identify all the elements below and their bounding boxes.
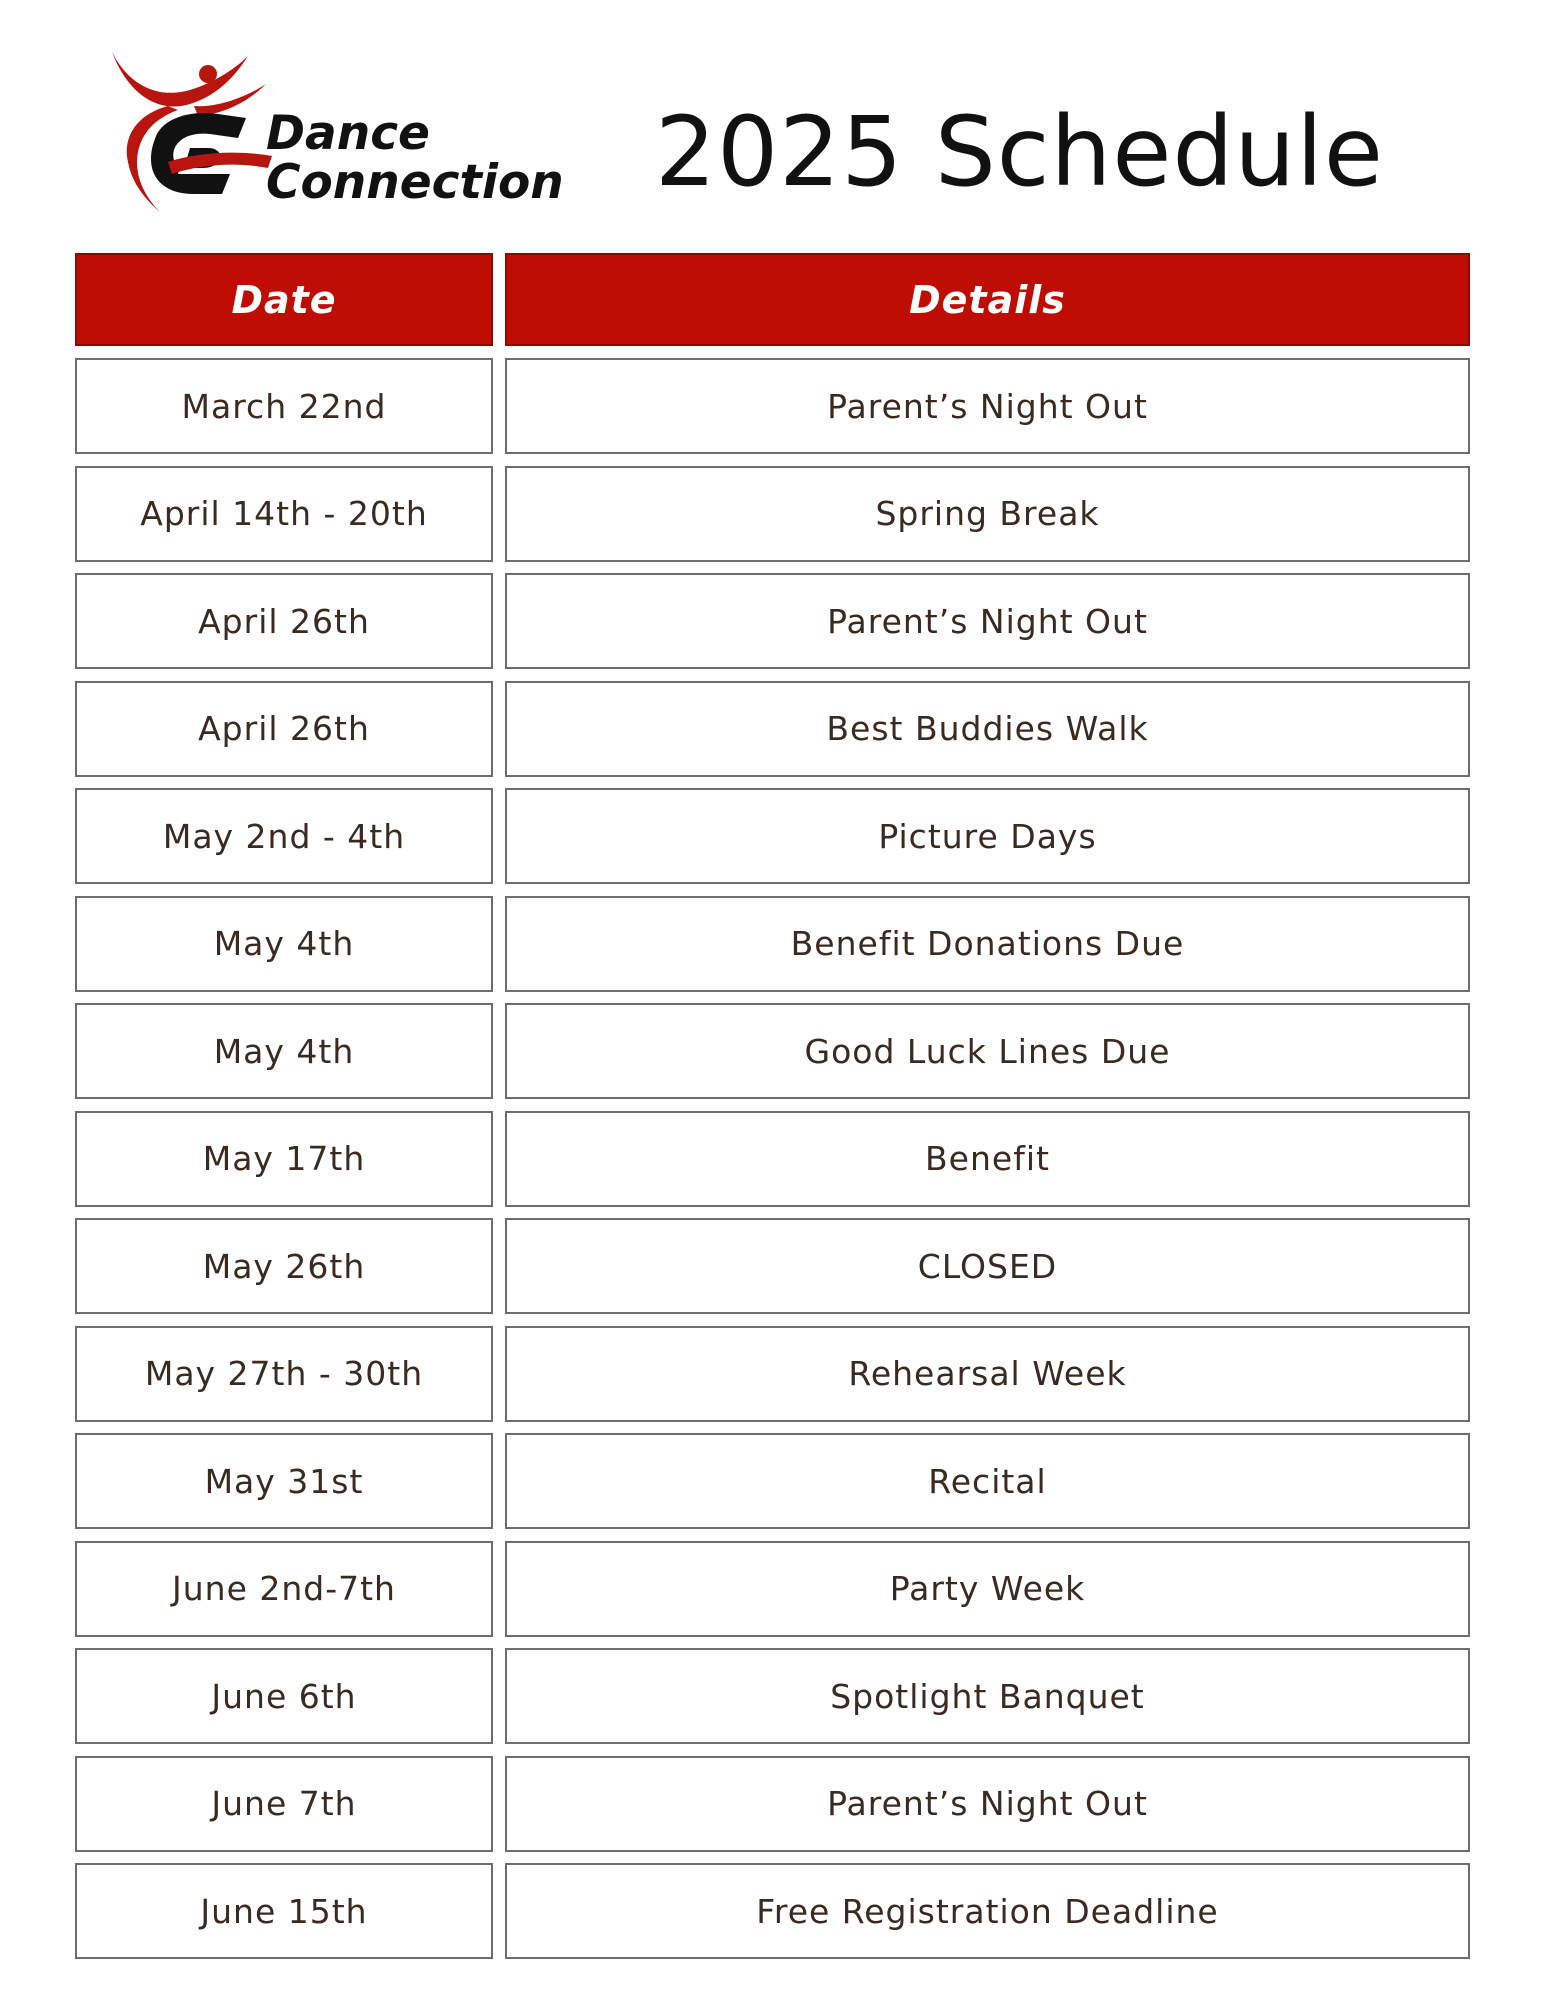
details-cell: Rehearsal Week (505, 1326, 1470, 1422)
date-cell: May 27th - 30th (75, 1326, 493, 1422)
table-row (75, 1863, 1470, 1959)
date-cell: May 17th (75, 1111, 493, 1207)
table-row (75, 1326, 1470, 1422)
logo-line-connection: Connection (266, 155, 564, 210)
details-cell: Free Registration Deadline (505, 1863, 1470, 1959)
date-cell: April 14th - 20th (75, 466, 493, 562)
table-row (75, 788, 1470, 884)
dance-connection-logo (98, 44, 568, 224)
details-cell: Spotlight Banquet (505, 1648, 1470, 1744)
table-row (75, 1756, 1470, 1852)
details-cell: Benefit Donations Due (505, 896, 1470, 992)
details-cell: Recital (505, 1433, 1470, 1529)
details-cell: CLOSED (505, 1218, 1470, 1314)
date-cell: April 26th (75, 681, 493, 777)
dancer-logo-icon (98, 44, 273, 224)
details-cell: Parent’s Night Out (505, 573, 1470, 669)
table-row (75, 1218, 1470, 1314)
date-cell: June 15th (75, 1863, 493, 1959)
date-cell: May 4th (75, 1003, 493, 1099)
date-cell: May 31st (75, 1433, 493, 1529)
date-cell: March 22nd (75, 358, 493, 454)
date-cell: May 4th (75, 896, 493, 992)
column-header-details: Details (505, 253, 1470, 346)
details-cell: Parent’s Night Out (505, 358, 1470, 454)
details-cell: Best Buddies Walk (505, 681, 1470, 777)
table-row (75, 466, 1470, 562)
table-row (75, 1003, 1470, 1099)
date-cell: May 26th (75, 1218, 493, 1314)
details-cell: Spring Break (505, 466, 1470, 562)
table-row (75, 1541, 1470, 1637)
details-cell: Party Week (505, 1541, 1470, 1637)
date-cell: June 2nd-7th (75, 1541, 493, 1637)
table-row (75, 681, 1470, 777)
date-cell: April 26th (75, 573, 493, 669)
table-row (75, 1648, 1470, 1744)
date-cell: June 7th (75, 1756, 493, 1852)
table-row (75, 358, 1470, 454)
table-row (75, 573, 1470, 669)
table-header-row (75, 253, 1470, 346)
table-row (75, 1111, 1470, 1207)
page-title: 2025 Schedule (655, 96, 1384, 208)
table-row (75, 896, 1470, 992)
logo-line-dance: Dance (266, 106, 430, 161)
date-cell: June 6th (75, 1648, 493, 1744)
date-cell: May 2nd - 4th (75, 788, 493, 884)
details-cell: Benefit (505, 1111, 1470, 1207)
logo-wordmark (266, 106, 564, 210)
details-cell: Good Luck Lines Due (505, 1003, 1470, 1099)
column-header-date: Date (75, 253, 493, 346)
table-row (75, 1433, 1470, 1529)
details-cell: Picture Days (505, 788, 1470, 884)
schedule-table (75, 253, 1470, 1971)
page-header (0, 0, 1545, 250)
details-cell: Parent’s Night Out (505, 1756, 1470, 1852)
